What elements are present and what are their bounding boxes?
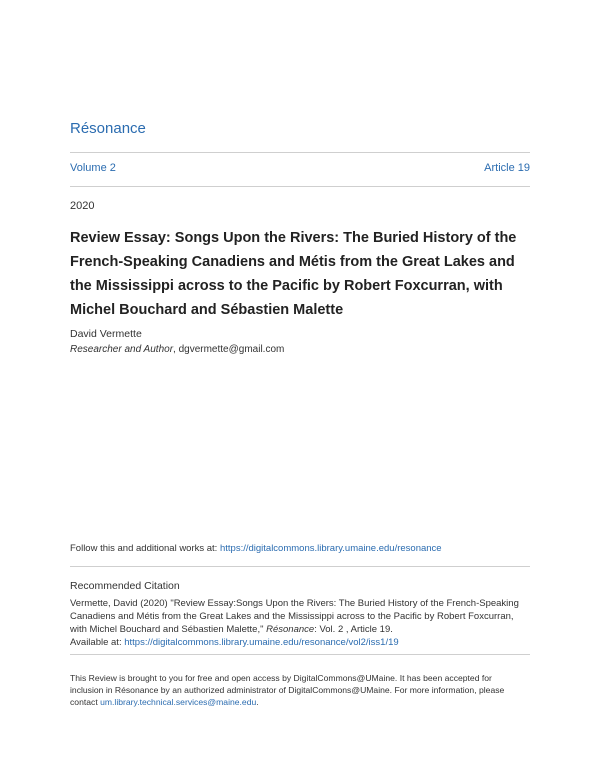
- author-role: Researcher and Author: [70, 344, 174, 355]
- author-affiliation: [70, 344, 284, 355]
- notice-contact: contact: [70, 697, 101, 707]
- citation-line-2: Canadiens and Métis from the Great Lakes and the Mississippi across to the Pacific by Robert Foxcurran,: [70, 611, 514, 622]
- contact-email-link[interactable]: um.library.technical.services@maine.edu: [100, 697, 257, 707]
- citation-heading: Recommended Citation: [70, 580, 180, 592]
- follow-text: Follow this and additional works at:: [70, 543, 220, 554]
- title-line-1: Review Essay: Songs Upon the Rivers: The Buried History of the: [70, 230, 517, 246]
- issue-row: [70, 162, 530, 174]
- citation-volume: : Vol. 2 , Article 19.: [314, 624, 393, 635]
- volume-link[interactable]: Volume 2: [70, 162, 116, 174]
- title-line-4: Michel Bouchard and Sébastien Malette: [70, 302, 344, 318]
- citation-line-1: Vermette, David (2020) "Review Essay:Songs Upon the Rivers: The Buried History of the French-Speaking: [70, 598, 519, 609]
- author-name: David Vermette: [70, 328, 142, 340]
- issue-divider: [70, 186, 530, 187]
- article-title: [70, 226, 530, 322]
- collection-url-link[interactable]: https://digitalcommons.library.umaine.edu/resonance: [219, 543, 442, 554]
- citation-text: [70, 597, 530, 649]
- title-line-2: French-Speaking Canadiens and Métis from the Great Lakes and: [70, 254, 515, 270]
- citation-divider: [70, 566, 530, 567]
- top-divider: [70, 152, 530, 153]
- access-notice: [70, 672, 530, 708]
- notice-divider: [70, 654, 530, 655]
- available-label: Available at:: [70, 637, 125, 648]
- publication-year: 2020: [70, 200, 95, 212]
- citation-line-3: with Michel Bouchard and Sébastien Malette,": [70, 624, 267, 635]
- notice-line-1: This Review is brought to you for free and open access by DigitalCommons@UMaine. It has been accepted for: [70, 673, 492, 683]
- follow-line: [70, 543, 442, 554]
- title-line-3: the Mississippi across to the Pacific by Robert Foxcurran, with: [70, 278, 503, 294]
- article-link[interactable]: Article 19: [484, 162, 530, 174]
- citation-journal: Résonance: [266, 624, 315, 635]
- notice-line-2: inclusion in Résonance by an authorized administrator of DigitalCommons@UMaine. For more information, please: [70, 685, 505, 695]
- article-url-link[interactable]: https://digitalcommons.library.umaine.edu/resonance/vol2/iss1/19: [124, 637, 399, 648]
- journal-name-link[interactable]: Résonance: [70, 120, 146, 137]
- notice-end: .: [256, 697, 259, 707]
- author-email: , dgvermette@gmail.com: [173, 344, 285, 355]
